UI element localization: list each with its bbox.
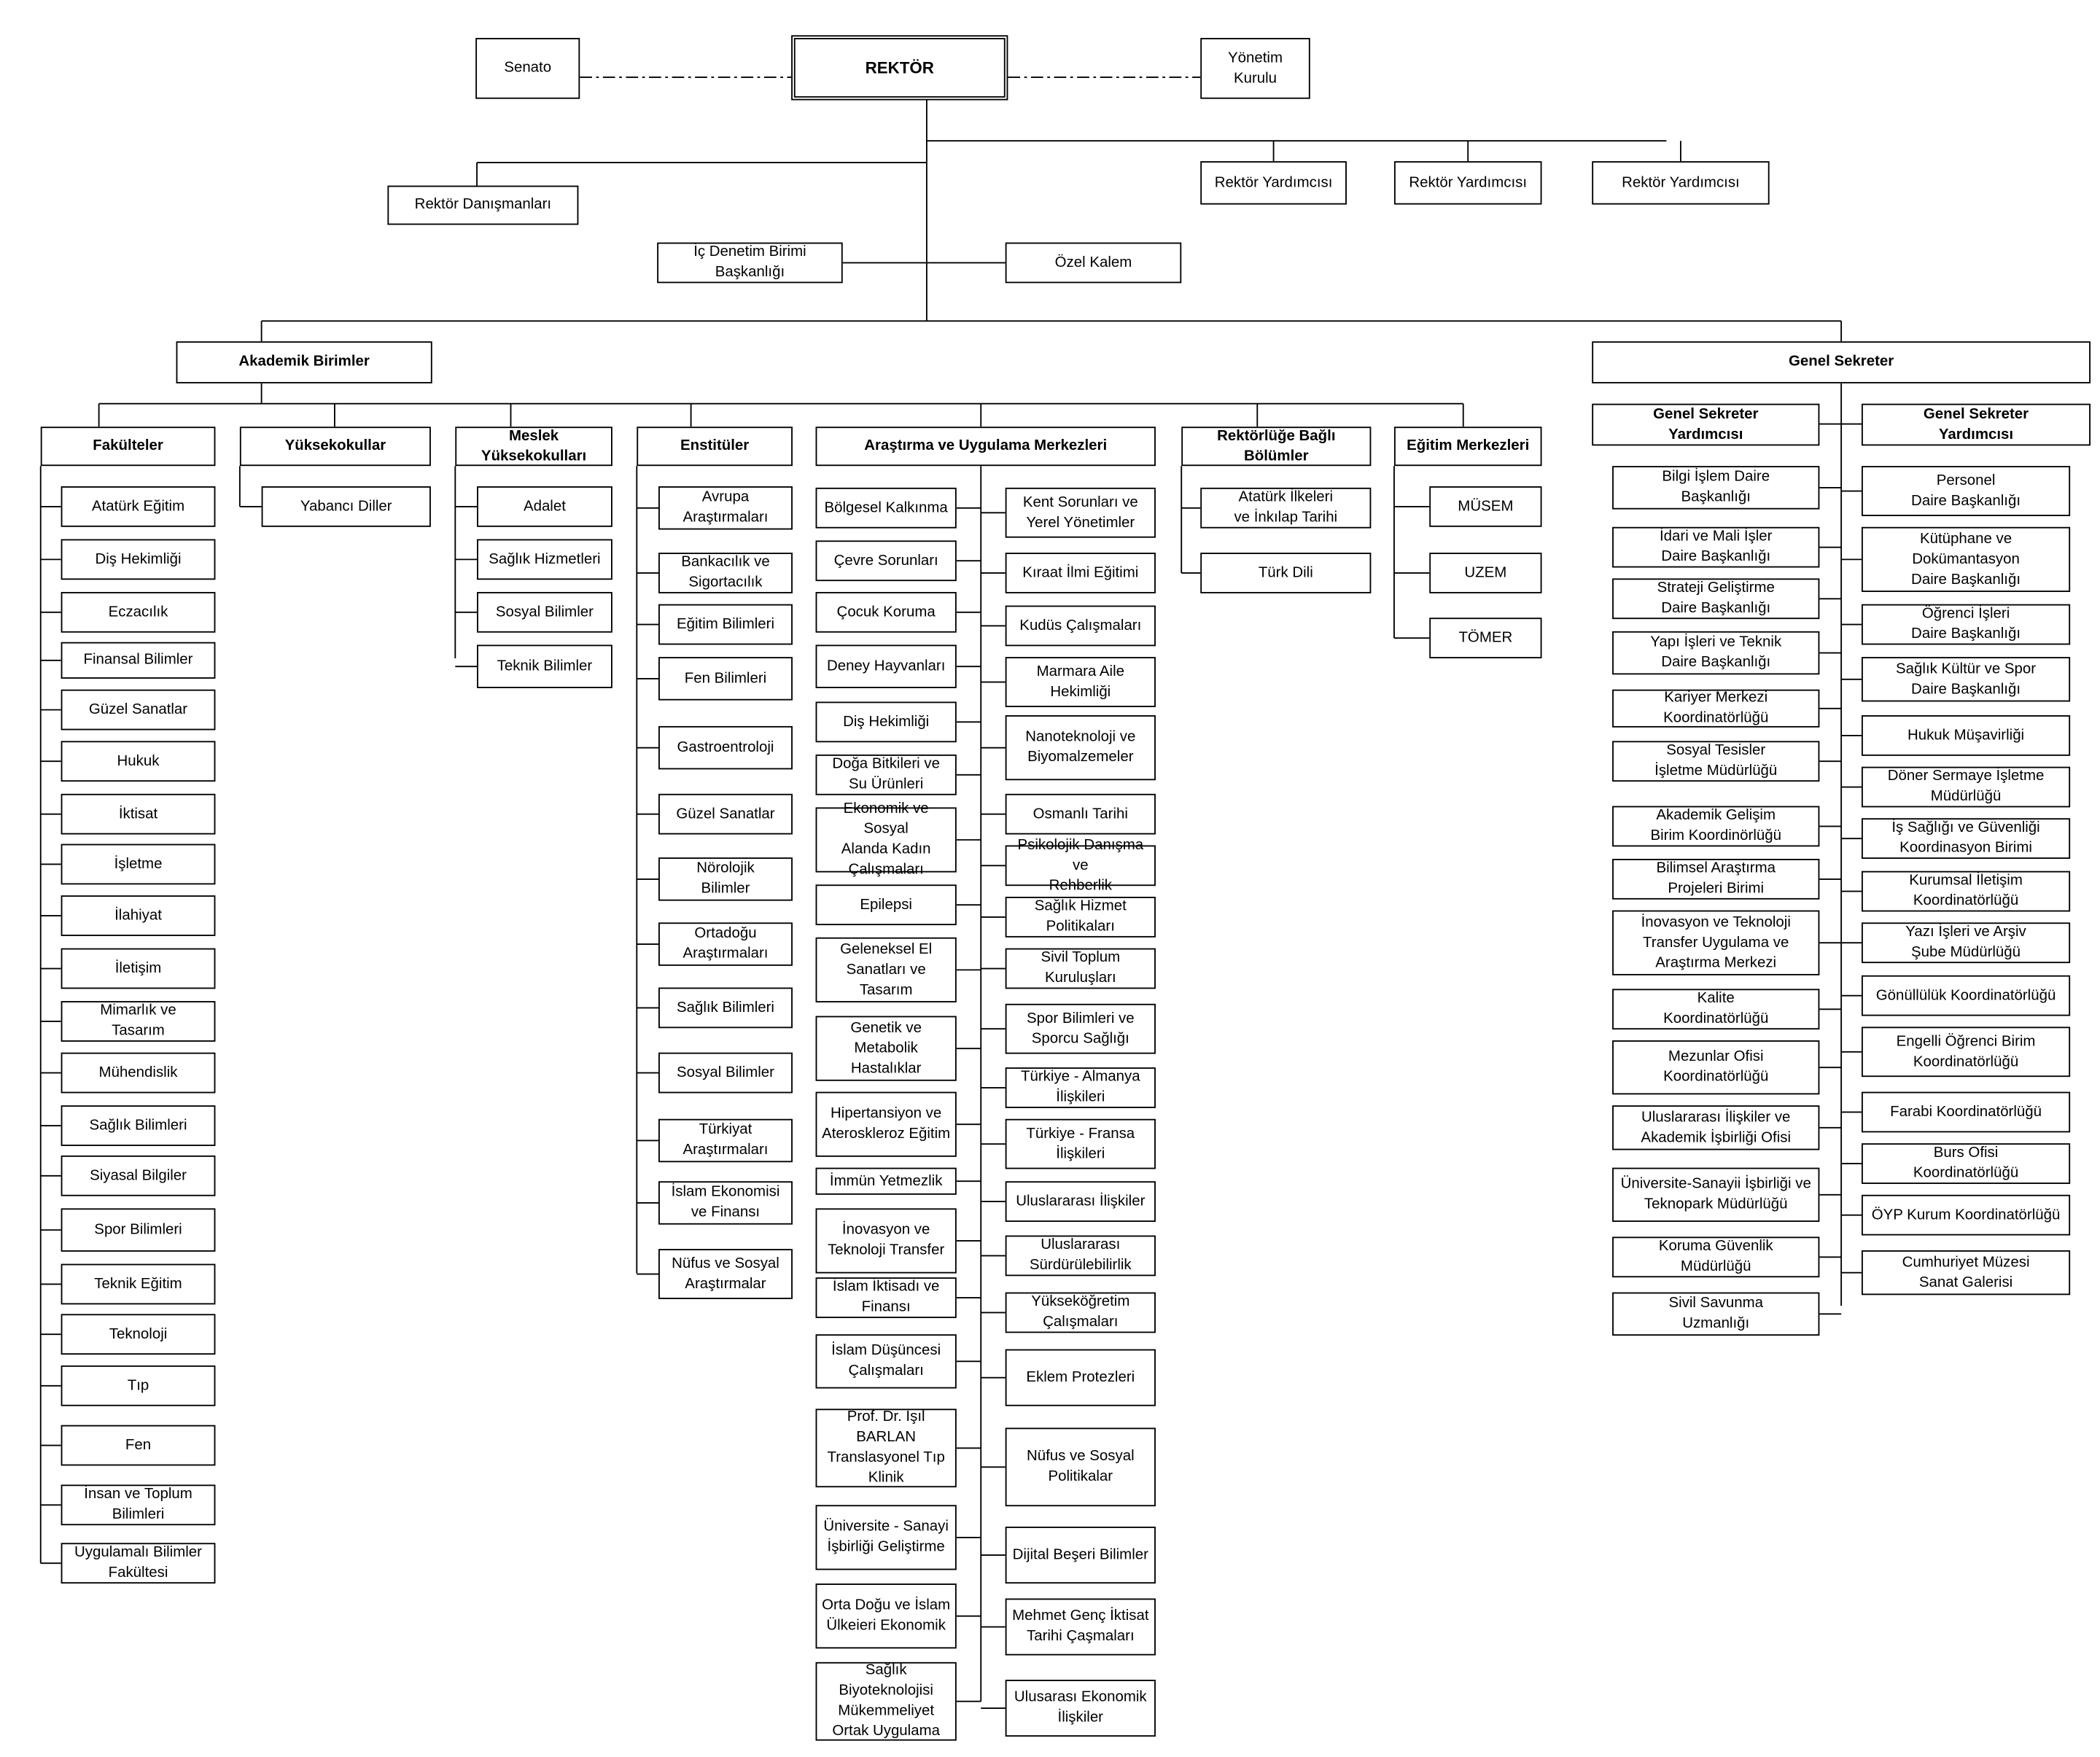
genel-sekreterlik-birimi: Üniversite-Sanayii İşbirliği ve Teknopark Müdürlüğü (1612, 1168, 1819, 1222)
arastirma-merkezi-item: Orta Doğu ve İslam Ülkeieri Ekonomik (816, 1583, 957, 1648)
rektorluge-bagli-header: Rektörlüğe Bağlı Bölümler (1181, 426, 1371, 466)
enstitu-item: Nüfus ve Sosyal Araştırmalar (658, 1249, 793, 1299)
arastirma-merkezi-item: Ekonomik ve Sosyal Alanda Kadın Çalışmaları (816, 807, 957, 872)
egitim-merkezi-item: MÜSEM (1429, 486, 1541, 527)
arastirma-merkezi-item: İnovasyon ve Teknoloji Transfer (816, 1208, 957, 1273)
rektorluge-bagli-item: Türk Dili (1200, 553, 1371, 593)
arastirma-merkezi-item: Doğa Bitkileri ve Su Ürünleri (816, 755, 957, 795)
enstitu-item: Gastroentroloji (658, 726, 793, 769)
fakulte-item: Atatürk Eğitim (61, 486, 216, 527)
rektor-yardimcisi-box: Rektör Yardımcısı (1200, 161, 1347, 204)
genel-sekreterlik-birimi: Kurumsal İletişim Koordinatörlüğü (1862, 871, 2070, 912)
genel-sekreterlik-birimi: Yazı İşleri ve Arşiv Şube Müdürlüğü (1862, 922, 2070, 963)
fakulte-item: Siyasal Bilgiler (61, 1156, 216, 1196)
genel-sekreterlik-birimi: Cumhuriyet Müzesi Sanat Galerisi (1862, 1250, 2070, 1295)
enstitu-item: Ortadoğu Araştırmaları (658, 922, 793, 965)
fakulte-item: İşletme (61, 844, 216, 885)
fakulteler-header: Fakülteler (41, 426, 216, 466)
arastirma-merkezi-item: Yükseköğretim Çalışmaları (1006, 1293, 1156, 1333)
genel-sekreterlik-birimi: Döner Sermaye İşletme Müdürlüğü (1862, 767, 2070, 808)
arastirma-merkezi-item: Türkiye - Almanya İlişkileri (1006, 1067, 1156, 1108)
genel-sekreterlik-birimi: Mezunlar Ofisi Koordinatörlüğü (1612, 1040, 1819, 1094)
genel-sekreterlik-birimi: ÖYP Kurum Koordinatörlüğü (1862, 1195, 2070, 1236)
genel-sekreterlik-birimi: Akademik Gelişim Birim Koordinörlüğü (1612, 806, 1819, 847)
arastirma-merkezi-item: Deney Hayvanları (816, 644, 957, 687)
arastirma-merkezi-item: Spor Bilimleri ve Sporcu Sağlığı (1006, 1004, 1156, 1054)
enstitu-item: İslam Ekonomisi ve Finansı (658, 1181, 793, 1224)
fakulte-item: İnsan ve Toplum Bilimleri (61, 1484, 216, 1525)
meslek-item: Sağlık Hizmetleri (477, 539, 612, 580)
arastirma-merkezi-item: Geleneksel El Sanatları ve Tasarım (816, 938, 957, 1002)
genel-sekreterlik-birimi: Kütüphane ve Dokümantasyon Daire Başkanlığı (1862, 527, 2070, 592)
arastirma-merkezi-item: Prof. Dr. Işıl BARLAN Translasyonel Tıp Klinik (816, 1409, 957, 1487)
fakulte-item: Eczacılık (61, 592, 216, 633)
arastirma-merkezi-item: Kıraat İlmi Eğitimi (1006, 553, 1156, 593)
fakulte-item: Finansal Bilimler (61, 642, 216, 679)
arastirma-header: Araştırma ve Uygulama Merkezleri (816, 426, 1156, 466)
meslek-item: Adalet (477, 486, 612, 527)
enstitu-item: Nörolojik Bilimler (658, 857, 793, 900)
egitim-merkezi-item: UZEM (1429, 553, 1541, 593)
genel-sekreterlik-birimi: Kariyer Merkezi Koordinatörlüğü (1612, 690, 1819, 728)
fakulte-item: Tıp (61, 1366, 216, 1406)
genel-sekreter-yardimcisi-box: Genel Sekreter Yardımcısı (1592, 404, 1819, 446)
arastirma-merkezi-item: Bölgesel Kalkınma (816, 488, 957, 529)
arastirma-merkezi-item: Nüfus ve Sosyal Politikalar (1006, 1427, 1156, 1506)
rektor-yardimcisi-box: Rektör Yardımcısı (1592, 161, 1769, 204)
egitim-merkezi-item: TÖMER (1429, 618, 1541, 658)
enstitu-item: Avrupa Araştırmaları (658, 486, 793, 529)
fakulte-item: Spor Bilimleri (61, 1208, 216, 1251)
yuksekokullar-header: Yüksekokullar (240, 426, 431, 466)
enstituler-header: Enstitüler (637, 426, 793, 466)
arastirma-merkezi-item: Çocuk Koruma (816, 592, 957, 633)
arastirma-merkezi-item: Psikolojik Danışma ve Rehberlik (1006, 845, 1156, 886)
enstitu-item: Bankacılık ve Sigortacılık (658, 553, 793, 593)
arastirma-merkezi-item: Çevre Sorunları (816, 540, 957, 581)
ic-denetim-box: İç Denetim Birimi Başkanlığı (657, 243, 843, 284)
fakulte-item: Mimarlık ve Tasarım (61, 1001, 216, 1042)
genel-sekreterlik-birimi: Bilgi İşlem Daire Başkanlığı (1612, 466, 1819, 509)
arastirma-merkezi-item: Eklem Protezleri (1006, 1349, 1156, 1406)
genel-sekreterlik-birimi: İş Sağlığı ve Güvenliği Koordinasyon Birimi (1862, 818, 2070, 859)
fakulte-item: Hukuk (61, 741, 216, 782)
fakulte-item: İktisat (61, 794, 216, 835)
fakulte-item: Mühendislik (61, 1053, 216, 1094)
enstitu-item: Sosyal Bilimler (658, 1053, 793, 1094)
arastirma-merkezi-item: Diş Hekimliği (816, 701, 957, 742)
arastirma-merkezi-item: Mehmet Genç İktisat Tarihi Çaşmaları (1006, 1599, 1156, 1656)
fakulte-item: Fen (61, 1425, 216, 1466)
arastirma-merkezi-item: Kent Sorunları ve Yerel Yönetimler (1006, 488, 1156, 538)
genel-sekreterlik-birimi: İnovasyon ve Teknoloji Transfer Uygulama ve Araştırma Merkezi (1612, 911, 1819, 975)
enstitu-item: Fen Bilimleri (658, 657, 793, 700)
fakulte-item: Güzel Sanatlar (61, 690, 216, 731)
genel-sekreterlik-birimi: Sosyal Tesisler İşletme Müdürlüğü (1612, 741, 1819, 782)
arastirma-merkezi-item: Sağlık Hizmet Politikaları (1006, 897, 1156, 938)
arastirma-merkezi-item: Dijital Beşeri Bilimler (1006, 1527, 1156, 1583)
arastirma-merkezi-item: İslam Düşüncesi Çalışmaları (816, 1334, 957, 1388)
enstitu-item: Güzel Sanatlar (658, 794, 793, 835)
genel-sekreterlik-birimi: Personel Daire Başkanlığı (1862, 466, 2070, 516)
fakulte-item: Uygulamalı Bilimler Fakültesi (61, 1543, 216, 1583)
genel-sekreterlik-birimi: Sivil Savunma Uzmanlığı (1612, 1293, 1819, 1336)
fakulte-item: Diş Hekimliği (61, 539, 216, 580)
genel-sekreterlik-birimi: Kalite Koordinatörlüğü (1612, 989, 1819, 1029)
arastirma-merkezi-item: Ulusarası Ekonomik İlişkiler (1006, 1680, 1156, 1737)
arastirma-merkezi-item: İslam İktisadı ve Finansı (816, 1277, 957, 1318)
arastirma-merkezi-item: Nanoteknoloji ve Biyomalzemeler (1006, 715, 1156, 780)
yuksekokul-item: Yabancı Diller (262, 486, 431, 527)
genel-sekreterlik-birimi: Sağlık Kültür ve Spor Daire Başkanlığı (1862, 657, 2070, 701)
rektor-yardimcisi-box: Rektör Yardımcısı (1394, 161, 1542, 204)
rektor-danismanlari-box: Rektör Danışmanları (387, 186, 578, 225)
genel-sekreterlik-birimi: Burs Ofisi Koordinatörlüğü (1862, 1143, 2070, 1184)
arastirma-merkezi-item: İmmün Yetmezlik (816, 1168, 957, 1195)
genel-sekreterlik-birimi: Yapı İşleri ve Teknik Daire Başkanlığı (1612, 631, 1819, 674)
genel-sekreterlik-birimi: Gönüllülük Koordinatörlüğü (1862, 975, 2070, 1016)
genel-sekreter-box: Genel Sekreter (1592, 341, 2091, 383)
akademik-birimler-box: Akademik Birimler (176, 341, 432, 383)
enstitu-item: Sağlık Bilimleri (658, 988, 793, 1029)
genel-sekreterlik-birimi: Strateji Geliştirme Daire Başkanlığı (1612, 578, 1819, 619)
fakulte-item: İletişim (61, 948, 216, 989)
fakulte-item: Teknik Eğitim (61, 1264, 216, 1305)
arastirma-merkezi-item: Uluslararası İlişkiler (1006, 1181, 1156, 1222)
arastirma-merkezi-item: Sağlık Biyoteknolojisi Mükemmeliyet Ortak Uygulama (816, 1662, 957, 1741)
genel-sekreterlik-birimi: Bilimsel Araştırma Projeleri Birimi (1612, 859, 1819, 900)
rektor-box: REKTÖR (791, 35, 1008, 100)
arastirma-merkezi-item: Epilepsi (816, 884, 957, 925)
rektorluge-bagli-item: Atatürk İlkeleri ve İnkılap Tarihi (1200, 488, 1371, 529)
arastirma-merkezi-item: Marmara Aile Hekimliği (1006, 657, 1156, 707)
genel-sekreterlik-birimi: Farabi Koordinatörlüğü (1862, 1092, 2070, 1133)
meslek-item: Teknik Bilimler (477, 644, 612, 687)
fakulte-item: Teknoloji (61, 1314, 216, 1355)
ozel-kalem-box: Özel Kalem (1006, 243, 1182, 284)
genel-sekreterlik-birimi: Öğrenci İşleri Daire Başkanlığı (1862, 604, 2070, 645)
meslek-header: Meslek Yüksekokulları (455, 426, 612, 466)
senato-box: Senato (475, 38, 580, 99)
genel-sekreterlik-birimi: Uluslararası İlişkiler ve Akademik İşbirliği Ofisi (1612, 1105, 1819, 1150)
meslek-item: Sosyal Bilimler (477, 592, 612, 633)
enstitu-item: Eğitim Bilimleri (658, 604, 793, 645)
yonetim-kurulu-box: Yönetim Kurulu (1200, 38, 1310, 99)
arastirma-merkezi-item: Uluslararası Sürdürülebilirlik (1006, 1236, 1156, 1277)
arastirma-merkezi-item: Hipertansiyon ve Ateroskleroz Eğitim (816, 1092, 957, 1157)
fakulte-item: İlahiyat (61, 895, 216, 936)
arastirma-merkezi-item: Osmanlı Tarihi (1006, 794, 1156, 835)
arastirma-merkezi-item: Üniversite - Sanayi İşbirliği Geliştirme (816, 1505, 957, 1570)
egitim-merkezleri-header: Eğitim Merkezleri (1394, 426, 1542, 466)
arastirma-merkezi-item: Sivil Toplum Kuruluşları (1006, 948, 1156, 989)
genel-sekreterlik-birimi: Hukuk Müşavirliği (1862, 715, 2070, 756)
arastirma-merkezi-item: Genetik ve Metabolik Hastalıklar (816, 1016, 957, 1081)
arastirma-merkezi-item: Türkiye - Fransa İlişkileri (1006, 1119, 1156, 1169)
fakulte-item: Sağlık Bilimleri (61, 1105, 216, 1146)
genel-sekreterlik-birimi: İdari ve Mali İşler Daire Başkanlığı (1612, 527, 1819, 568)
arastirma-merkezi-item: Kudüs Çalışmaları (1006, 606, 1156, 647)
genel-sekreter-yardimcisi-box: Genel Sekreter Yardımcısı (1862, 404, 2091, 446)
genel-sekreterlik-birimi: Engelli Öğrenci Birim Koordinatörlüğü (1862, 1026, 2070, 1077)
genel-sekreterlik-birimi: Koruma Güvenlik Müdürlüğü (1612, 1236, 1819, 1277)
enstitu-item: Türkiyat Araştırmaları (658, 1119, 793, 1162)
